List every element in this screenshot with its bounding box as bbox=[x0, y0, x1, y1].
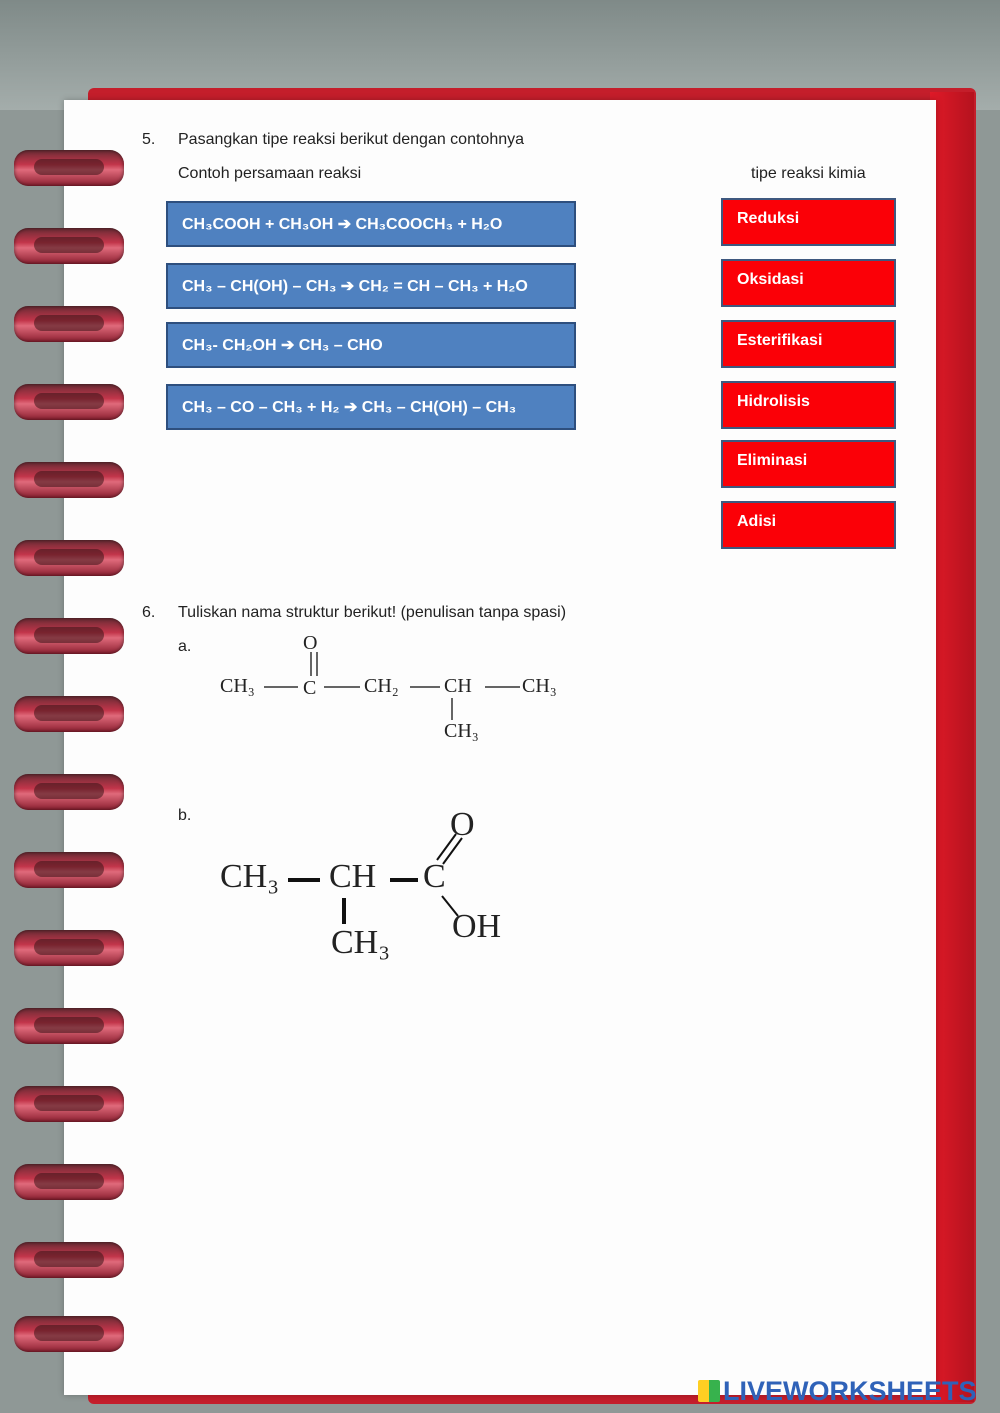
q5-right-header: tipe reaksi kimia bbox=[751, 165, 866, 182]
type-oksidasi[interactable]: Oksidasi bbox=[721, 259, 896, 307]
liveworksheets-logo bbox=[698, 1376, 977, 1407]
structure-a-ch3-right: CH₃ bbox=[522, 675, 557, 697]
structure-b-carboxyl-c: C bbox=[423, 858, 446, 895]
reaction-box-1[interactable]: CH₃COOH + CH₃OH ➔ CH₃COOCH₃ + H₂O bbox=[166, 201, 576, 247]
structure-a-ch: CH bbox=[444, 675, 472, 697]
q6-number: 6. bbox=[142, 604, 156, 621]
spiral-ring bbox=[14, 1164, 124, 1200]
spiral-ring bbox=[14, 384, 124, 420]
liveworksheets-logo-icon bbox=[698, 1380, 720, 1402]
spiral-ring bbox=[14, 540, 124, 576]
spiral-ring bbox=[14, 228, 124, 264]
structure-a-ch3-left: CH₃ bbox=[220, 675, 255, 697]
type-adisi[interactable]: Adisi bbox=[721, 501, 896, 549]
type-hidrolisis[interactable]: Hidrolisis bbox=[721, 381, 896, 429]
structure-a-ch2: CH₂ bbox=[364, 675, 399, 697]
structure-b-oxygen: O bbox=[450, 806, 475, 843]
spiral-ring bbox=[14, 306, 124, 342]
structure-b-ch3-left: CH₃ bbox=[220, 858, 280, 895]
spiral-ring bbox=[14, 618, 124, 654]
type-eliminasi[interactable]: Eliminasi bbox=[721, 440, 896, 488]
q6b-label: b. bbox=[178, 807, 192, 824]
liveworksheets-logo-text: LIVEWORKSHEETS bbox=[723, 1376, 977, 1406]
spiral-binding bbox=[0, 120, 130, 1370]
reaction-box-2[interactable]: CH₃ – CH(OH) – CH₃ ➔ CH₂ = CH – CH₃ + H₂O bbox=[166, 263, 576, 309]
type-esterifikasi[interactable]: Esterifikasi bbox=[721, 320, 896, 368]
spiral-ring bbox=[14, 930, 124, 966]
spiral-ring bbox=[14, 462, 124, 498]
q5-left-header: Contoh persamaan reaksi bbox=[178, 165, 362, 182]
spiral-ring bbox=[14, 852, 124, 888]
structure-b-ch3-branch: CH₃ bbox=[331, 924, 391, 961]
structure-b-hydroxyl: OH bbox=[452, 908, 502, 945]
type-reduksi[interactable]: Reduksi bbox=[721, 198, 896, 246]
structure-b-ch: CH bbox=[329, 858, 377, 895]
q6-instruction: Tuliskan nama struktur berikut! (penulisan tanpa spasi) bbox=[178, 604, 567, 621]
q6a-label: a. bbox=[178, 638, 192, 655]
structure-a-oxygen: O bbox=[303, 632, 318, 654]
spiral-ring bbox=[14, 1242, 124, 1278]
structure-a-carbonyl-c: C bbox=[303, 677, 317, 699]
structure-a-ch3-branch: CH₃ bbox=[444, 720, 479, 742]
spiral-ring bbox=[14, 696, 124, 732]
spiral-ring bbox=[14, 1316, 124, 1352]
spiral-ring bbox=[14, 1086, 124, 1122]
spiral-ring bbox=[14, 774, 124, 810]
spiral-ring bbox=[14, 150, 124, 186]
q5-number: 5. bbox=[142, 131, 156, 148]
q5-instruction: Pasangkan tipe reaksi berikut dengan contohnya bbox=[178, 131, 525, 148]
reaction-box-4[interactable]: CH₃ – CO – CH₃ + H₂ ➔ CH₃ – CH(OH) – CH₃ bbox=[166, 384, 576, 430]
spiral-ring bbox=[14, 1008, 124, 1044]
reaction-box-3[interactable]: CH₃- CH₂OH ➔ CH₃ – CHO bbox=[166, 322, 576, 368]
notebook-edge bbox=[930, 92, 974, 1402]
